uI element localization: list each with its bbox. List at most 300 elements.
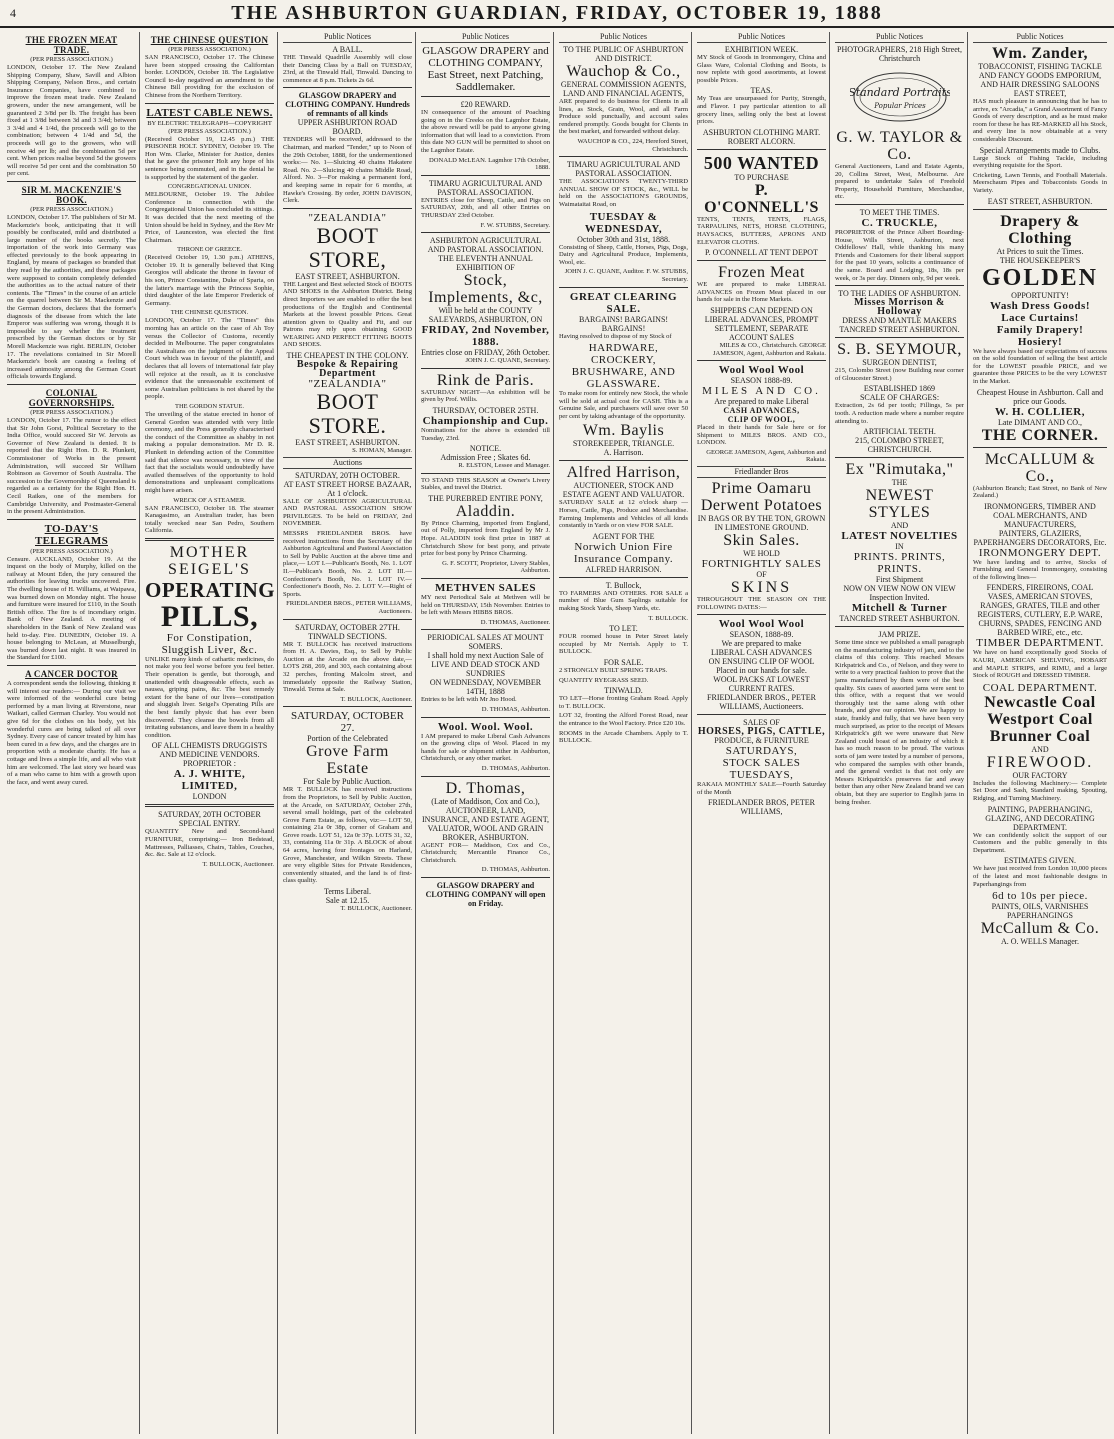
tuesdays: TUESDAYS, <box>729 769 794 782</box>
somers-body: I shall hold my next Auction Sale of <box>427 651 544 661</box>
newcastle-coal: Newcastle Coal <box>984 693 1096 711</box>
teas-heading: TEAS. <box>750 86 773 96</box>
rink-de-paris: Rink de Paris. <box>436 371 535 389</box>
stud-body: TO STAND THIS SEASON at Owner's Livery Stables, and travel the District. <box>421 476 550 492</box>
paper-price: 6d to 10s per piece. <box>992 890 1088 903</box>
aladdin: Aladdin. <box>455 502 516 520</box>
seymour: S. B. SEYMOUR, <box>837 341 962 359</box>
column-8 <box>970 32 1110 1434</box>
w-h-collier: W. H. COLLIER, <box>994 405 1086 418</box>
for-sale-heading: FOR SALE. <box>603 658 644 667</box>
rakaia-sale: RAKAIA MONTHLY SALE—Fourth Saturday of the Month <box>697 781 826 796</box>
column-7 <box>832 32 968 1434</box>
column-5 <box>556 32 692 1434</box>
first-shipment: First Shipment <box>875 575 924 585</box>
timaru-show-heading: TIMARU AGRICULTURAL AND PASTORAL ASSOCIATION. <box>566 160 681 179</box>
ashburton-assoc-body: Will be held at the COUNTY SALEYARDS, ASHBURTON, ON <box>428 306 543 325</box>
seymour-address: 215, Colombo Street (now Building near corner of Gloucester Street.) <box>835 367 964 382</box>
harrison-agent: AGENT FOR THE <box>592 531 655 541</box>
fb-liberal: LIBERAL CASH ADVANCES <box>711 648 812 658</box>
fb-signature-2: FRIEDLANDER BROS, PETER WILLIAMS, <box>708 798 815 817</box>
auction-2-body: MESSRS FRIEDLANDER BROS. have received instructions from the Secretary of the Ashburton Agricultural and Pastoral Association to Sell by Public Auction at the above time and place,— LOT I.—Publican's Booth, No. 1. LOT II.—Publican's Booth, No. 2. LOT III.—Confectioner's Booth, No. 1. LOT IV.—Confectioner's Booth, No. 2. LOT V.—Right of Sports. <box>283 530 412 598</box>
harrison-signature: ALFRED HARRISON. <box>585 564 662 574</box>
page-columns <box>4 32 1110 1434</box>
auction-3-signature: T. BULLOCK, Auctioneer. <box>340 695 412 703</box>
frozen-signature: MILES & CO., Christchurch. GEORGE JAMESON, Agent, Ashburton and Rakaia. <box>712 341 826 357</box>
seigel-line-1: MOTHER <box>169 543 250 561</box>
category-public-notices: Public Notices <box>283 32 412 43</box>
wool-body: I AM prepared to make Liberal Cash Advances on the growing clips of Wool. Placed in my hands for sale or shipment either in Ashburton, Christchurch, or any other market. <box>421 732 550 763</box>
miles-and-co: MILES AND CO. <box>702 385 821 398</box>
artificial-teeth: ARTIFICIAL TEETH. <box>863 427 936 437</box>
housekeepers: THE HOUSEKEEPER'S <box>999 255 1081 265</box>
seymour-sub: SURGEON DENTIST, <box>862 358 937 368</box>
road-board-sub: UPPER ASHBURTON ROAD BOARD. <box>297 118 398 137</box>
entries-close: Entries close on FRIDAY, 26th October. <box>421 348 550 358</box>
ladies-sub: TO THE LADIES OF ASHBURTON. <box>838 289 961 299</box>
cancer-heading: A CANCER DOCTOR <box>25 669 118 679</box>
sale-body: QUANTITY New and Second-hand FURNITURE, comprising:— Iron Bedstead, Mattresses, Palliasses, Chairs, Tables, Couches, &c. &c. Sale at 12 o'clock. <box>145 828 274 859</box>
fb-signature: FRIEDLANDER BROS., PETER WILLIAMS, Auctioneers. <box>707 693 816 712</box>
wool-wool-wool-2: Wool Wool Wool <box>718 618 805 631</box>
ball-body: THE Tinwald Quadrille Assembly will close their Dancing Class by a Ball on TUESDAY, 23rd, at the Tinwald Hall, Tinwald. Dancing to commence at 8 p.m. Tickets 2s 6d. <box>283 54 412 84</box>
frozen-meat-ad-body: WE are prepared to make LIBERAL ADVANCES on Frozen Meat placed in our hands for sale in the Home Markets. <box>697 281 826 304</box>
telegrams-sub: (PER PRESS ASSOCIATION.) <box>30 547 113 555</box>
chinese-heading: THE CHINESE QUESTION <box>150 35 269 45</box>
collier-body: We have always based our expectations of success on the solid foundation of selling the best article for the LOWEST possible PRICE, and we guarantee those PRICES to be the very LOWEST in the Market. <box>973 347 1107 385</box>
to-let-heading: TO LET. <box>609 624 638 634</box>
d-thomas: D. Thomas, <box>445 779 526 797</box>
timaru-heading: TIMARU AGRICULTURAL AND PASTORAL ASSOCIATION. <box>428 178 543 197</box>
championship-cup: Championship and Cup. <box>422 414 549 427</box>
robert-alcorn: ROBERT ALCORN. <box>727 136 796 146</box>
tinwald-heading: TINWALD. <box>604 686 643 696</box>
seigel-line-4: PILLS, <box>160 599 259 633</box>
wool-signature: D. THOMAS, Ashburton. <box>481 764 550 772</box>
rink-date: THURSDAY, OCTOBER 25TH. <box>432 405 539 415</box>
glasgow-drapery-ad: GLASGOW DRAPERY and CLOTHING COMPANY, East Street, next Patching, Saddlemaker. <box>422 45 549 93</box>
zander-stock: Large Stock of Fishing Tackle, including everything requisite for the Sport. <box>973 154 1107 170</box>
drapery-clothing: Drapery & Clothing <box>1000 212 1080 247</box>
frozen-meat-sub: (PER PRESS ASSOCIATION.) <box>30 56 113 63</box>
frozen-meat-body: LONDON, October 17. The New Zealand Shipping Company, Shaw, Savill and Albion Shipping Company, Nelson Bros., and certain Insurance Companies, have combined to improve the frozen meat trade. New Zealand growers, under the new arrangement, will be guaranteed 2 3/8d per lb. The freight has been fixed at 1 3/8d between 3d and 3 3/4d; between 3 3/4d and 4 1/4d, the proceeds will go to the combination; between 4 1/4d and 5d, the proceeds will go to the growers, who will receive 4d per lb; and the combination 5d per cent. When prices realise beyond 5d the growers will receive 5d per cent and the combination 50 per cent. <box>7 64 136 178</box>
seigel-white: A. J. WHITE, LIMITED, <box>173 768 246 793</box>
latest-novelties: LATEST NOVELTIES <box>841 530 958 543</box>
frozen-meat-ad: Frozen Meat <box>718 264 805 282</box>
gordon-body: The unveiling of the statue erected in honor of General Gordon was attended with very little ceremony, and the Press generally characterised the conduct of the Committee as shabby in not making a popular demonstration. Mr D. R. Plunkett in defending action of the Committee said that silence was necessary, in view of the fact that the socialists would undoubtedly have availed themselves of the opportunity to hold demonstrations and unpleasant complications might have arisen. <box>145 410 274 494</box>
zealandia-heading: "ZEALANDIA" <box>308 211 387 224</box>
season-2: SEASON, 1888-89. <box>729 630 794 640</box>
stud-signature: G. F. SCOTT, Proprietor, Livery Stables, Ashburton. <box>442 559 550 575</box>
fb-body: We are prepared to make <box>721 639 802 649</box>
somers-heading: PERIODICAL SALES AT MOUNT SOMERS. <box>427 633 544 652</box>
collier-sub: Cheapest House in Ashburton. Call and price our Goods. <box>976 387 1104 406</box>
the-label: THE <box>891 478 908 488</box>
category-auctions: Auctions <box>283 457 412 469</box>
harrison-sub: AUCTIONEER, STOCK AND ESTATE AGENT AND VALUATOR. <box>562 481 685 500</box>
stud-desc: By Prince Charming, imported from England, out of Polly, imported from England by Mr J. Hope. ALADDIN took first prize in 1887 at Christchurch Show for best pony, and private prize for best pony by Prince Charming. <box>421 519 550 558</box>
zealandia-boot-store-2: BOOT STORE. <box>308 389 387 439</box>
rink-notice: NOTICE. <box>469 444 502 454</box>
season-1: SEASON 1888-89. <box>730 376 793 386</box>
category-public-notices: Public Notices <box>835 32 964 43</box>
miles-clip: CLIP OF WOOL, <box>727 415 796 425</box>
golden: GOLDEN <box>981 264 1098 291</box>
ashburton-assoc-sub: THE ELEVENTH ANNUAL EXHIBITION OF <box>438 254 533 273</box>
reward-body: IN consequence of the amount of Poaching going on in the Creeks on the Lagmhor Estate, the above reward will be paid to anyone giving information that will lead to a conviction. From this date NO GUN will be permitted to shoot on the Lagmhor Estate. <box>421 109 550 154</box>
gordon-heading: THE GORDON STATUE. <box>175 402 244 410</box>
wash-dress-goods: Wash Dress Goods! <box>990 299 1090 312</box>
zander-body-3: Cricketing, Lawn Tennis, and Football Materials. Meerschaum Pipes and Tobacconists Goods in Variety. <box>973 171 1107 194</box>
seigel-line-6: Sluggish Liver, &c. <box>161 643 258 656</box>
in-label: IN <box>895 542 904 552</box>
column-1 <box>4 32 140 1434</box>
hosiery: Hosiery! <box>1017 335 1063 348</box>
congregational-body: MELBOURNE, October 19. The Jubilee Conference in connection with the Congregational Union has concluded its sittings. It was decided that the next meeting of the Union should be held in Sydney, and the Rev Mr Price, of Launceston, was elected the first Chairman. <box>145 191 274 244</box>
coal-department: COAL DEPARTMENT. <box>982 681 1098 694</box>
bullock-heading: T. Bullock, <box>605 580 642 590</box>
d-thomas-signature: D. THOMAS, Ashburton. <box>481 866 550 874</box>
mackenzie-heading: SIR M. MACKENZIE'S BOOK. <box>21 184 122 205</box>
newspaper-title: THE ASHBURTON GUARDIAN, FRIDAY, OCTOBER 19, 1888 <box>231 1 883 24</box>
jam-prize-heading: JAM PRIZE. <box>878 630 921 640</box>
masthead <box>0 0 1114 28</box>
telegrams-heading: TO-DAY'S TELEGRAMS <box>35 522 108 547</box>
timaru-show-date: TUESDAY & WEDNESDAY, <box>584 210 663 235</box>
firewood: FIREWOOD. <box>986 753 1094 771</box>
seymour-signature: 215, COLOMBO STREET, CHRISTCHURCH. <box>855 436 944 455</box>
ironmongery-list: FENDERS, FIREIRONS, COAL VASES, AMERICAN STOVES, RANGES, GRATES, TILE and other REGISTERS, CUTLERY, E.P. WARE, CHURNS, SPADES, FENCING AND BARBED WIRE, etc., etc. <box>977 583 1103 638</box>
jam-prize-body: Some time since we published a small paragraph on the manufacturing industry of jam, and to the claims of this colony. This reached Messrs Kirkpatrick and Co., of Nelson, and they were to write to a very practical fashion to prove that the jams manufactured by them were of the best quality. Six cases of assorted jams were sent to this office, with a request that we would thoroughly test the same along with other brands, and give our opinion. We are happy to state, frankly and fully, that we have been very much surprised, as prior to the receipt of Messrs Kirkpatrick's gift we were unaware that New Zealand could boast of an industry of which it has so much reason to be proud. The various sorts of jam were tested by a number of persons, who compared the samples with other brands, and the general verdict is that not only are Messrs Kirkpatrick's preserves far and away better than any other New Zealand brand we can obtain, but they are superior to English jams in being fresher. <box>835 639 964 806</box>
somers-signature: D. THOMAS, Ashburton. <box>481 706 550 713</box>
miles-signature: GEORGE JAMESON, Agent, Ashburton and Rakaia. <box>706 448 826 464</box>
horses-big: HORSES, PIGS, CATTLE, <box>697 726 826 738</box>
mackenzie-sub: (PER PRESS ASSOCIATION.) <box>30 205 113 213</box>
zealandia-body: THE Largest and Best selected Stock of BOOTS AND SHOES in the Ashburton District. Being direct Importers we are enabled to offer the best productions of the English and Continental Markets at the lowest possible Prices. Great attention given to Quality and Fit, and our Patrons may rely upon obtaining GOOD WEARING AND PERFECT FITTING BOOTS AND SHOES. <box>283 280 412 349</box>
we-hold: WE HOLD <box>743 549 780 559</box>
frozen-shippers: SHIPPERS CAN DEPEND ON LIBERAL ADVANCES, PROMPT SETTLEMENT, SEPARATE ACCOUNT SALES <box>704 305 819 342</box>
mitchell-turner: Mitchell & Turner <box>851 602 948 615</box>
seymour-body: Extraction, 2s 6d per tooth; Fillings, 5s per tooth. A reduction made where a number require attending to. <box>835 402 964 425</box>
ball-heading: A BALL. <box>332 45 363 54</box>
bullock-signature: T. BULLOCK. <box>648 614 688 622</box>
horses-sub-2: PRODUCE, & FURNITURE <box>714 736 809 746</box>
photographers-heading: PHOTOGRAPHERS, 218 High Street, Christchurch <box>837 45 962 63</box>
d-thomas-agent: AGENT FOR— Maddison, Cox and Co., Christchurch; Mercantile Finance Co., Christchurch. <box>421 841 550 864</box>
oconnell-signature: P. O'CONNELL AT TENT DEPOT <box>705 248 818 258</box>
ex-rimutaka: Ex "Rimutaka," <box>845 461 954 479</box>
rink-body-2: Nominations for the above is extended till Tuesday, 23rd. <box>421 426 550 442</box>
public-of-ashburton: TO THE PUBLIC OF ASHBURTON AND DISTRICT. <box>563 45 684 63</box>
zealandia-cheapest: THE CHEAPEST IN THE COLONY. <box>286 351 409 361</box>
timaru-signature: F. W. STUBBS, Secretary. <box>480 221 550 229</box>
grove-time: Sale at 12.15. <box>325 896 370 906</box>
inspection-invited: Inspection Invited. <box>869 593 930 603</box>
seigel-proprietor: PROPRIETOR : <box>183 759 236 769</box>
somers-big: LIVE AND DEAD STOCK AND SUNDRIES <box>431 660 540 679</box>
exhibition-date: FRIDAY, 2nd November, 1888. <box>421 324 550 349</box>
category-friedlander: Friedlander Bros <box>697 466 826 478</box>
collier-late: Late DIMANT AND CO., <box>997 417 1083 427</box>
500-wanted: 500 WANTED <box>703 152 820 173</box>
and-label-2: AND <box>1031 744 1049 754</box>
seymour-established: ESTABLISHED 1869 <box>863 384 936 394</box>
road-board-body: TENDERS will be received, addressed to the Chairman, and marked "Tender," up to Noon of the 29th October, 1888, for the undermentioned works:— No. 1—Sluicing 40 chains Hakatere Road. No. 2—Sluicing 40 chains Middle Road, Alford. No. 3—For making a permanent ford, and keeping same in repair for 6 months, at Hawke's Crossing. By order, JOHN DAVISON, Clerk. <box>283 136 412 205</box>
to-purchase: TO PURCHASE <box>734 172 789 182</box>
zealandia-address-2: EAST STREET, ASHBURTON. <box>295 438 400 448</box>
norwich-union: Norwich Union Fire Insurance Company. <box>573 540 674 565</box>
greece-body: (Received October 19, 1.30 p.m.) ATHENS, October 19. It is generally believed that King Georgios will abdicate the throne in favour of his son, Prince Constantine, Duke of Sparta, on the latter's marriage with the Princess Sophie, third daughter of the late Emperor Frederick of Germany. <box>145 254 274 307</box>
greece-heading: THRONE OF GREECE. <box>177 246 242 254</box>
methven-signature: D. THOMAS, Auctioneer. <box>480 618 550 626</box>
timber-body: We have on hand exceptionally good Stocks of KAURI, AMERICAN SHELVING, HOBART and MAPLE STRIPS, and RIMU, and a large Stock of ROUGH and DRESSED TIMBER. <box>973 649 1107 680</box>
wauchop: Wauchop & Co., <box>566 63 681 80</box>
miles-body-2: Placed in their hands for Sale here or for Shipment to MILES BROS. AND CO., LONDON. <box>697 424 826 447</box>
grove-body: MR T. BULLOCK has received instructions from the Proprietors, to Sell by Public Auction, at the Arcade, on SATURDAY, October 27th, several small holdings, part of the celebrated Grove Farm Estate, as follows, viz:— LOT 50, containing 21a 0r 38p, corner of Graham and Grove roads. LOT 51, 12a 0r 37p. LOTS 31, 32, 33, containing 11a 0r 31p. A BLOCK of about 64 acres, having four frontages on Harland, Grove, Manchester, and Wilkin Streets. These are very eligible Sites for Private Residences, conveniently situated, and the land is of first-class quality. <box>283 786 412 885</box>
oconnell-body: TENTS, TENTS, TENTS, FLAGS, TARPAULINS, NETS, HORSE CLOTHING, HAYSACKS, BUTTERS, APRONS AND ELEVATOR CLOTHS. <box>697 215 826 246</box>
grove-sale: For Sale by Public Auction. <box>303 777 392 787</box>
wool-heading: Wool. Wool. Wool. <box>437 720 534 733</box>
taylor-co: G. W. TAYLOR & Co. <box>836 129 963 163</box>
auction-3-body: MR T. BULLOCK has received instructions from H. A. Davies, Esq., to Sell by Public Auction at the Arcade on the above date,— LOTS 268, 269, and 303, each containing about 32 perches, fronting Malcolm street, and immediately opposite the Railway Station, Tinwald. Terms at Sale. <box>283 640 412 694</box>
seigel-line-5: For Constipation, <box>166 631 253 644</box>
mackenzie-body: LONDON, October 17. The publishers of Sir M. Mackenzie's book, anticipating that it will possibly be confiscated, mild and distributed a large number of the books secretly. The importation of the work into Germany was effected previously to the book appearing in England, by means of packages so branded that they read by the authorities, and these packages were supposed to contain completely defended the authorities as to the actual nature of their contents. The "Times" in the course of an article on the quarrel between Sir M. Mackenzie and the German doctors, declares that the former's diagnosis of the disease from which the late Emperor was suffering was wrong, though it is impossible to say whether the treatment prescribed by the German doctors or by Sir Morell Mackenzie was right. BERLIN, October 17. The revelations contained in Sir Morell Mackenzie's book are causing a feeling of increased animosity among the German Court officials towards England. <box>7 213 136 381</box>
zander-signature: EAST STREET, ASHBURTON. <box>987 196 1093 206</box>
for-sale-traps: 2 STRONGLY BUILT SPRING TRAPS. <box>559 667 668 674</box>
zander-special: Special Arrangements made to Clubs. <box>979 145 1101 155</box>
auction-3-date: SATURDAY, OCTOBER 27TH. <box>295 622 400 632</box>
ashburton-assoc-heading: ASHBURTON AGRICULTURAL AND PASTORAL ASSOCIATION. <box>427 236 544 255</box>
timaru-body: ENTRIES close for Sheep, Cattle, and Pigs on SATURDAY, 20th, and all other Entries on THURSDAY 23rd October. <box>421 196 550 219</box>
lot-body: LOT 32, fronting the Alford Forest Road, near the entrance to the Wool Factory. Price £20 10s. <box>559 712 688 727</box>
exhibition-body: MY Stock of Goods in Ironmongery, China and Glass Ware, Colonial Clothing and Boots, is now replete with good assortments, at lowest possible Prices. <box>697 54 826 84</box>
wreck-heading: WRECK OF A STEAMER. <box>173 496 246 504</box>
auction-3-heading: TINWALD SECTIONS. <box>308 631 387 641</box>
cable-body: (Received October 19, 12.45 p.m.) THE PRISONER HOLT. SYDNEY, October 19. The Hon Wm. Clarke, Minister for Justice, denies that he gave the prisoner Holt any hope of his sentence being commuted, and in the denial he is supported by the statement of the gaoler. <box>145 135 274 181</box>
seigel-body: UNLIKE many kinds of cathartic medicines, do not make you feel worse before you feel better. Their operation is gentle, but thorough, and unattended with disagreeable effects, such as nausea, griping pains, &c. The best remedy extant for the bane of our lives—constipation and sluggish liver. Seigel's Operating Pills are the best family physic that has ever been discovered. They cleanse the bowels from all irritating substances, and leave them in a healthy condition. <box>145 655 274 739</box>
truckle-body: PROPRIETOR of the Prince Albert Boarding-House, Wills Street, Ashburton, next Oddfellows' Hall, while thanking his many Friends and Customers for their liberal support for the past 10 years, solicits a continuance of the same. Board and Lodging, 18s, 18s per week, or 3s per day. Dinners only, 9d per week. <box>835 228 964 282</box>
auction-2-signature: FRIEDLANDER BROS., PETER WILLIAMS, Auctioneers. <box>286 600 412 615</box>
clearing-sale-items: HARDWARE, CROCKERY, BRUSHWARE, AND GLASSWARE. <box>571 342 676 391</box>
stock-sales: STOCK SALES <box>722 757 801 770</box>
stamp-sub: Popular Prices <box>873 102 926 110</box>
baylis-ref: A. Harrison. <box>603 448 644 458</box>
zealandia-heading-2: "ZEALANDIA" <box>308 378 387 391</box>
clothing-mart: ASHBURTON CLOTHING MART. <box>702 127 821 137</box>
page-number: 4 <box>10 5 16 20</box>
sale-entry: SPECIAL ENTRY. <box>178 819 241 829</box>
timber-department: TIMBER DEPARTMENT. <box>976 637 1104 650</box>
fb-body-2: ON ENSUING CLIP OF WOOL <box>708 657 815 667</box>
portrait-stamp <box>850 69 950 125</box>
wool-wool-wool: Wool Wool Wool <box>718 364 805 377</box>
clearing-sale-body-2: To make room for entirely new Stock, the whole will be sold at actual cost for CASH. This is a Genuine Sale, and purchasers will save over 50 per cent by taking advantage of the opportunity. <box>559 390 688 420</box>
painting-dept: PAINTING, PAPERHANGING, GLAZING, AND DECORATING DEPARTMENT. <box>985 804 1095 832</box>
somers-entries: Entries to be left with Mr Jno Hood. <box>421 696 517 704</box>
mccallum-manager: A. O. WELLS Manager. <box>1000 937 1080 947</box>
skin-sales: Skin Sales. <box>723 532 800 550</box>
category-public-notices: Public Notices <box>559 32 688 43</box>
saturdays: SATURDAYS, <box>725 745 798 758</box>
lace-curtains: Lace Curtains! <box>1001 311 1079 324</box>
frozen-meat-heading: THE FROZEN MEAT TRADE. <box>25 35 118 55</box>
glasgow-drapery-heading: GLASGOW DRAPERY and CLOTHING COMPANY. Hundreds of remnants of all kinds <box>285 91 410 119</box>
stud-sub: THE PUREBRED ENTIRE PONY, <box>428 493 543 503</box>
p-oconnells: P. O'CONNELL'S <box>704 181 819 216</box>
our-factory: OUR FACTORY <box>1012 770 1068 780</box>
grove-signature: T. BULLOCK, Auctioneer. <box>340 905 412 913</box>
methven-sales: METHVEN SALES <box>435 582 536 595</box>
cable-sub: BY ELECTRIC TELEGRAPH—COPYRIGHT <box>147 119 272 127</box>
estimates-given: ESTIMATES GIVEN. <box>1004 856 1076 866</box>
miles-body: Are prepared to make Liberal <box>714 397 809 407</box>
exhibition-week: EXHIBITION WEEK. <box>724 45 799 54</box>
clearing-sale-body: Having resolved to dispose of my Stock of <box>559 332 672 340</box>
wm-zander: Wm. Zander, <box>991 45 1089 62</box>
zealandia-manager: S. HOMAN, Manager. <box>352 447 412 455</box>
for-sale-ryegrass: QUANTITY RYEGRASS SEED. <box>559 676 649 684</box>
cancer-body: A correspondent sends the following, thinking it will interest our readers:— During our visit we were informed of the wonderful cure being performed by a man living at Riverstone, near Waikari, called German Charley. You would not give 6d for the clothes on his body, yet his wonderful cures are being talked of all over Sydney. Every case of cancer treated by him has been cured in a few days, and the charges are in proportion with a moderate charity. He has a cottage and lives a simple life, and all who visit him are welcomed. The last story we heard was of a man who came to him with a growth upon the face, and went away cured. <box>7 680 136 786</box>
colonial-body: LONDON, October 17. The rumor to the effect that Sir John Gorst, Political Secretary to the India Office, would succeed Sir W. Jervois as Governor of New Zealand is denied. It is reported that the Right Hon. D. R. Plunkett, Commissioner of Works in the present Administration, will succeed Sir William Robinson as Governor of South Australia. The succession to the Governorship of Queensland is regarded as a certainty for the Right Hon. H. Cecil Raikes, one of the members for Cambridge University, and Postmaster-General in the present Administration. <box>7 416 136 516</box>
category-public-notices: Public Notices <box>973 32 1107 43</box>
potatoes-body: IN BAGS OR BY THE TON, GROWN IN LIMESTONE GROUND. <box>697 514 826 533</box>
seigel-london: LONDON <box>192 792 227 802</box>
grove-farm-estate: Grove Farm Estate <box>306 743 389 778</box>
fb-packs: WOOL PACKS AT LOWEST CURRENT RATES. <box>713 675 810 694</box>
cable-sub-2: (PER PRESS ASSOCIATION.) <box>168 127 251 135</box>
drapery-sub: At Prices to suit the Times. <box>996 246 1084 256</box>
the-corner: THE CORNER. <box>981 426 1099 444</box>
chinese-body: SAN FRANCISCO, October 17. The Chinese have been stopped crossing the Californian border. LONDON, October 18. The Legislative Council to-day negatived an amendment to the Chinese Bill providing for the exclusion of Chinese from the Northern Territory. <box>145 54 274 99</box>
harrison-body: SATURDAY SALE at 12 o'clock sharp —Horses, Cattle, Pigs, Produce and Merchandise. Farming Implements and Vehicles of all kinds constantly in Yards or on view FOR SALE. <box>559 499 688 530</box>
tinwald-body: TO LET—Horse fronting Graham Road. Apply to T. BULLOCK. <box>559 695 688 710</box>
zealandia-address: EAST STREET, ASHBURTON. <box>295 271 400 281</box>
reward-signature: DONALD McLEAN. Lagmhor 17th October, 1888. <box>429 156 550 172</box>
morrison-holloway: Misses Morrison & Holloway <box>854 297 945 318</box>
auction-1-heading: AT EAST STREET HORSE BAZAAR, At 1 o'clock. <box>283 479 412 498</box>
wauchop-signature: WAUCHOP & CO., 224, Hereford Street, Christchurch. <box>577 137 688 153</box>
glasgow-drapery-ad-2: GLASGOW DRAPERY and CLOTHING COMPANY will open on Friday. <box>425 880 546 908</box>
miles-cash: CASH ADVANCES, <box>723 406 800 416</box>
ironmongery-dept: IRONMONGERY DEPT. <box>978 546 1102 559</box>
rink-signature: R. ELSTON, Lessee and Manager. <box>458 462 550 470</box>
c-truckle: C. TRUCKLE, <box>861 216 938 229</box>
morrison-sub: DRESS AND MANTLE MAKERS TANCRED STREET ASHBURTON. <box>839 316 960 335</box>
now-on-view: NOW ON VIEW NOW ON VIEW <box>843 584 956 594</box>
stock-implements: Stock, Implements, &c, <box>428 272 543 307</box>
wreck-body: SAN FRANCISCO, October 18. The steamer Kanagasimo, an Australian trader, has been totally wrecked near San Pedro, Southern California. <box>145 504 274 535</box>
sale-auctioneer: T. BULLOCK, Auctioneer. <box>202 860 274 868</box>
timaru-show-body-2: Consisting of Sheep, Cattle, Horses, Pigs, Dogs, Dairy and Agricultural Produce, Implements, Wool, etc. <box>559 243 688 266</box>
mccallum-co: McCALLUM & Co., <box>984 450 1096 485</box>
zealandia-boot-store: BOOT STORE, <box>308 222 387 272</box>
timaru-show-signature: JOHN J. C. QUANE, Auditor. F. W. STUBBS, Secretary. <box>564 268 688 283</box>
column-3 <box>280 32 416 1434</box>
to-let-body: FOUR roomed house in Peter Street lately occupied by Mr Nerrish. Apply to T. BULLOCK. <box>559 633 688 656</box>
taylor-body: General Auctioneers, Land and Estate Agents, 20, Collins Street, West, Melbourne. Are prepared to undertake Sales of Freehold Property, Household Furniture, Merchandise, etc. <box>835 163 964 201</box>
chinese-sub: (PER PRESS ASSOCIATION.) <box>168 46 251 53</box>
somers-date: ON WEDNESDAY, NOVEMBER 14TH, 1888 <box>429 678 542 697</box>
ashburton-assoc-signature: JOHN J. C. QUANE, Secretary. <box>465 357 550 365</box>
methven-body: MY next Periodical Sale at Methven will be held on THURSDAY, 15th November. Entries to be left with Messrs HIBBS BROS. <box>421 594 550 617</box>
wm-baylis: Wm. Baylis <box>582 422 665 440</box>
auction-1-body: SALE OF ASHBURTON AGRICULTURAL AND PASTORAL ASSOCIATION SHOW PRIVILEGES. To be held on FRIDAY, 2nd NOVEMBER. <box>283 497 412 528</box>
seigel-sold: OF ALL CHEMISTS DRUGGISTS AND MEDICINE VENDORS. <box>151 741 268 760</box>
painting-body: We can confidently solicit the support of our Customers and the public generally in this Department. <box>973 831 1107 854</box>
prints: PRINTS. PRINTS, PRINTS. <box>853 551 946 576</box>
brunner-coal: Brunner Coal <box>989 727 1091 745</box>
category-public-notices: Public Notices <box>421 32 550 43</box>
auction-1-date: SATURDAY, 20TH OCTOBER. <box>295 470 400 480</box>
ironmongery-body: We have landing and to arrive, Stocks of Furnishing and General Ironmongery, consisting of the following lines— <box>973 558 1107 581</box>
horses-sub: SALES OF <box>743 718 780 728</box>
seymour-scale: SCALE OF CHARGES: <box>859 393 940 403</box>
and-label: AND <box>890 521 909 531</box>
column-2 <box>142 32 278 1434</box>
grove-date: SATURDAY, OCTOBER 27. <box>291 710 404 735</box>
category-public-notices: Public Notices <box>697 32 826 43</box>
paints-oils: PAINTS, OILS, VARNISHES PAPERHANGINGS <box>991 902 1089 921</box>
skins: SKINS <box>730 579 793 597</box>
teas-body: My Teas are unsurpassed for Purity, Strength, and Flavor. I pay particular attention to all grocery lines, selling only the best at lowest prices. <box>697 95 826 126</box>
d-thomas-sub: (Late of Maddison, Cox and Co.), <box>431 796 540 806</box>
timaru-show-body: THE ASSOCIATION'S TWENTY-THIRD ANNUAL SHOW OF STOCK, &c., WILL be held on the ASSOCIATION'S GROUNDS, Waimataitai Road, on <box>559 178 688 208</box>
meet-the-times: TO MEET THE TIMES. <box>859 207 940 217</box>
column-6 <box>694 32 830 1434</box>
grove-sub: Portion of the Celebrated <box>307 734 388 744</box>
cable-heading: LATEST CABLE NEWS. <box>146 106 273 119</box>
alfred-harrison: Alfred Harrison, <box>566 464 681 482</box>
paperhangings-body: We have just received from London 10,000 pieces of the latest and most fashionable designs in Paperhangings from <box>973 865 1107 888</box>
mccallum-signature: McCallum & Co. <box>980 920 1100 938</box>
d-thomas-body: AUCTIONEER, LAND, INSURANCE, AND ESTATE AGENT, VALUATOR, WOOL AND GRAIN BROKER, ASHBURTON. <box>422 805 549 842</box>
sale-date: SATURDAY, 20TH OCTOBER <box>158 810 261 820</box>
reward-heading: £20 REWARD. <box>460 100 511 109</box>
wauchop-body: ARE prepared to do business for Clients in all lines, as Stock, Grain, Wool, and all Farm Produce sold punctually, and account sales rendered promptly. Goods bought for Clients in the best market, and forwarded without delay. <box>559 98 688 136</box>
zander-body-2: HAS much pleasure in announcing that he has to arrive, ex "Arcadia," a Grand Assortment of Fancy Goods of every description, and as he must make room for these he has RE-MARKED all his Stock, and every line is now obtainable at a very considerable Discount. <box>973 98 1107 143</box>
timaru-show-date-2: October 30th and 31st, 1888. <box>577 234 670 244</box>
factory-body: Includes the following Machinery:— Complete Set Door and Sash, Standard making, Spouting, Ridging, and Turning Machinery. <box>973 779 1107 803</box>
clearing-sale-heading: GREAT CLEARING SALE. <box>569 290 678 315</box>
colonial-sub: (PER PRESS ASSOCIATION.) <box>30 408 113 416</box>
rink-body: SATURDAY NIGHT—An exhibition will be given by Prof. Willis. <box>421 388 550 404</box>
clearing-sale-sub: BARGAINS! BARGAINS! BARGAINS! <box>578 314 669 333</box>
zealandia-repair: Bespoke & Repairing Department <box>296 359 399 380</box>
colonial-heading: COLONIAL GOVERNORSHIPS. <box>28 387 115 408</box>
congregational-heading: CONGREGATIONAL UNION. <box>167 183 252 191</box>
skin-season: THROUGHOUT THE SEASON ON THE FOLLOWING DATES:— <box>697 596 826 611</box>
derwent-potatoes: Derwent Potatoes <box>700 497 823 515</box>
chinese-question-heading: THE CHINESE QUESTION. <box>170 309 249 317</box>
rink-admission: Admission Free ; Skates 6d. <box>440 453 531 463</box>
seigel-line-2: SEIGEL'S <box>168 560 251 578</box>
westport-coal: Westport Coal <box>987 710 1093 728</box>
family-drapery: Family Drapery! <box>996 323 1084 336</box>
newest-styles: NEWEST STYLES <box>865 487 934 522</box>
column-4 <box>418 32 554 1434</box>
bullock-body: TO FARMERS AND OTHERS. FOR SALE a number of Blue Gum Saplings suitable for making Stock Yards, Sheep Yards, etc. <box>559 589 688 613</box>
prime-oamaru: Prime Oamaru <box>711 480 812 498</box>
mccallum-body: IRONMONGERS, TIMBER AND COAL MERCHANTS, AND MANUFACTURERS, <box>984 501 1096 529</box>
fb-body-3: Placed in our hands for sale. <box>716 666 807 676</box>
zander-body: TOBACCONIST, FISHING TACKLE AND FANCY GOODS EMPORIUM, AND HAIR DRESSING SALOONS EAST STREET, <box>978 62 1102 98</box>
mitchell-turner-sub: TANCRED STREET ASHBURTON. <box>839 614 960 624</box>
opportunity: OPPORTUNITY! <box>1011 290 1069 300</box>
mccallum-sub: (Ashburton Branch; East Street, no Bank of New Zealand.) <box>973 484 1107 500</box>
stamp-graphic <box>850 69 950 125</box>
fortnightly-sales: FORTNIGHTLY SALES <box>701 558 822 571</box>
wauchop-sub: GENERAL COMMISSION AGENTS, LAND AND FINANCIAL AGENTS, <box>560 80 687 98</box>
